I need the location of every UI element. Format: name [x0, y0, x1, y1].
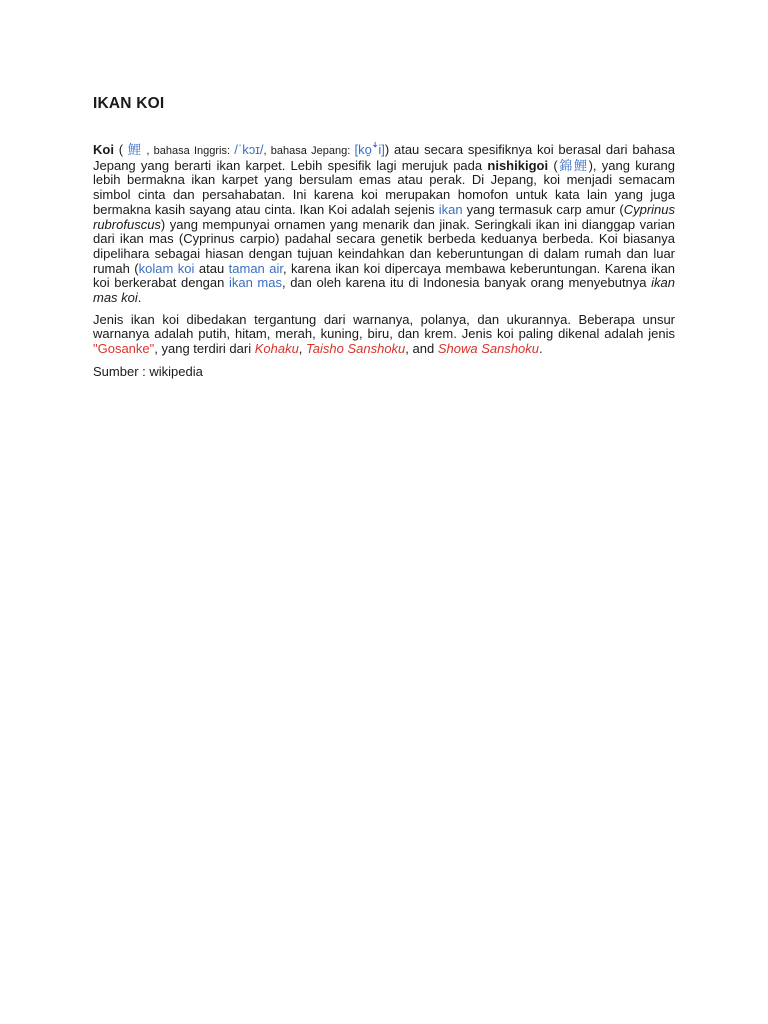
term-showa-sanshoku: Showa Sanshoku — [437, 341, 540, 357]
term-koi: Koi — [93, 142, 114, 157]
source-note: Sumber : wikipedia — [93, 363, 203, 379]
link-kanji-koi[interactable]: 鯉 — [123, 142, 143, 157]
scientific-name: Cyprinus rubrofuscus — [93, 201, 675, 232]
text: ), yang kurang lebih bermakna ikan karpet yang bersulam emas atau perak. Di Jepang, koi menjadi semacam simbol cinta dan persahabatan. Ini karena koi merupakan homofon untuk kata lain yang juga bermakna kasih sayang atau cinta. Ikan Koi adalah sejenis — [93, 157, 675, 217]
document-page — [93, 94, 675, 379]
link-ipa-english[interactable]: /ˈkɔɪ/ — [234, 142, 264, 157]
text: . — [137, 290, 142, 306]
paragraph-intro — [93, 143, 675, 306]
term-kohaku: Kohaku — [254, 341, 299, 357]
link-taman-air[interactable]: taman air — [228, 260, 283, 276]
text: ( — [548, 157, 558, 173]
link-ikan[interactable]: ikan — [438, 201, 463, 217]
text: , bahasa Jepang: — [263, 145, 355, 157]
link-ikan-mas[interactable]: ikan mas — [228, 275, 282, 291]
term-taisho-sanshoku: Taisho Sanshoku — [306, 341, 406, 357]
term-gosanke: "Gosanke" — [93, 341, 155, 357]
text: atau — [194, 260, 229, 276]
text: . — [539, 341, 543, 357]
text: , bahasa Inggris: — [142, 145, 235, 157]
link-kolam-koi[interactable]: kolam koi — [138, 260, 195, 276]
text: , and — [405, 341, 438, 357]
term-ikan-mas-koi: ikan mas koi — [93, 275, 675, 306]
term-nishikigoi: nishikigoi — [487, 157, 549, 173]
text: , — [298, 341, 307, 357]
page-title: IKAN KOI — [93, 95, 165, 112]
link-ipa-japanese[interactable]: [ko͍ꜜi] — [354, 142, 385, 157]
text: yang termasuk carp amur ( — [462, 201, 624, 217]
text: ) yang mempunyai ornamen yang menarik dan jinak. Seringkali ikan ini dianggap varian dari ikan mas (Cyprinus carpio) padahal secara genetik berbeda keduanya berbeda. Koi biasanya dipelihara sebagai hiasan dengan tujuan keindahkan dan keberuntungan di dalam rumah dan luar rumah ( — [93, 216, 675, 276]
text: , yang terdiri dari — [154, 341, 255, 357]
text: , karena ikan koi dipercaya membawa keberuntungan. Karena ikan koi berkerabat dengan — [93, 260, 675, 291]
text: ( — [113, 142, 124, 157]
text: Jenis ikan koi dibedakan tergantung dari warnanya, polanya, dan ukurannya. Beberapa unsur warnanya adalah putih, hitam, merah, kuning, biru, dan krem. Jenis koi paling dikenal adalah jenis — [93, 311, 675, 342]
text: ) atau secara spesifiknya koi berasal dari bahasa Jepang yang berarti ikan karpet. Lebih spesifik lagi merujuk pada — [93, 142, 675, 173]
link-nishikigoi-kanji[interactable]: 錦鯉 — [557, 157, 589, 173]
paragraph-types — [93, 313, 675, 357]
text: , dan oleh karena itu di Indonesia banyak orang menyebutnya — [281, 275, 652, 291]
